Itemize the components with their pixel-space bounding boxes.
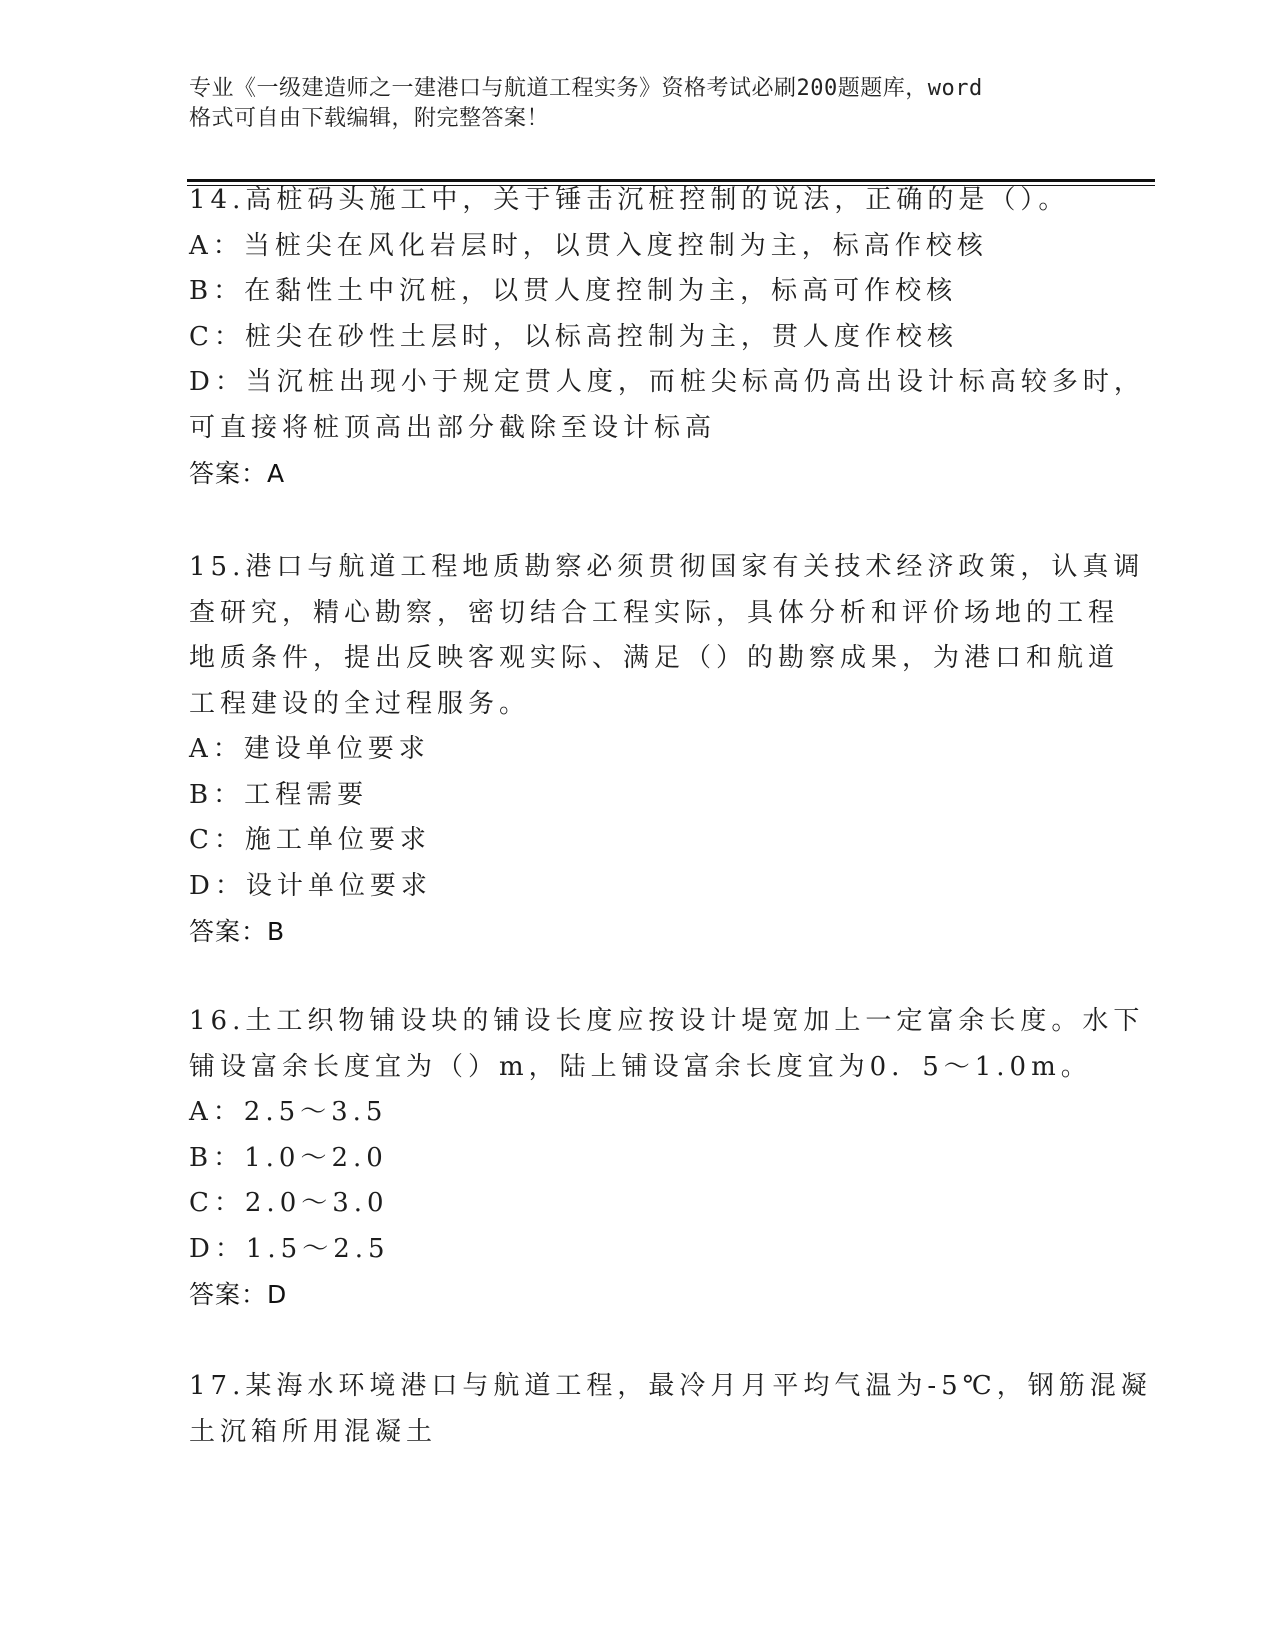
header-line-2: 格式可自由下载编辑，附完整答案！ <box>189 106 550 131</box>
option-a: A：当桩尖在风化岩层时，以贯入度控制为主，标高作校核 <box>189 230 988 261</box>
option-d: D：设计单位要求 <box>189 870 432 901</box>
option-c: C：桩尖在砂性土层时，以标高控制为主，贯人度作校核 <box>189 321 958 352</box>
question-17 <box>189 1364 1152 1455</box>
question-stem-continued: 地质条件，提出反映客观实际、满足（）的勘察成果，为港口和航道 <box>189 643 1120 673</box>
option-c: C：施工单位要求 <box>189 825 431 855</box>
option-c: C：2.0～3.0 <box>189 1188 389 1218</box>
option-a: A：2.5～3.5 <box>189 1097 388 1127</box>
header-line-1: 专业《一级建造师之一建港口与航道工程实务》资格考试必刷200题题库，word <box>189 76 983 101</box>
document-header <box>189 74 1069 134</box>
question-stem-continued: 土沉箱所用混凝土 <box>189 1416 438 1447</box>
answer-label: 答案：A <box>189 459 286 488</box>
option-b: B：1.0～2.0 <box>189 1142 388 1173</box>
option-b: B：在黏性土中沉桩，以贯人度控制为主，标高可作校核 <box>189 276 958 306</box>
question-stem-continued: 查研究，精心勘察，密切结合工程实际，具体分析和评价场地的工程 <box>189 597 1120 628</box>
option-a: A：建设单位要求 <box>189 734 430 764</box>
question-stem: 14.高桩码头施工中，关于锤击沉桩控制的说法，正确的是（）。 <box>189 185 1070 215</box>
option-d-continued: 可直接将桩顶高出部分截除至设计标高 <box>189 412 717 443</box>
option-b: B：工程需要 <box>189 779 369 810</box>
question-stem-continued: 工程建设的全过程服务。 <box>189 688 531 719</box>
question-14 <box>189 178 1145 497</box>
option-d: D：当沉桩出现小于规定贯人度，而桩尖标高仍高出设计标高较多时， <box>189 367 1145 397</box>
option-d: D：1.5～2.5 <box>189 1233 390 1264</box>
question-stem: 17.某海水环境港口与航道工程，最冷月月平均气温为-5℃，钢筋混凝 <box>189 1371 1152 1401</box>
question-stem: 16.土工织物铺设块的铺设长度应按设计堤宽加上一定富余长度。水下 <box>189 1006 1145 1036</box>
question-16 <box>189 999 1145 1318</box>
question-stem-continued: 铺设富余长度宜为（）m，陆上铺设富余长度宜为0．5～1.0m。 <box>189 1051 1092 1082</box>
question-stem: 15.港口与航道工程地质勘察必须贯彻国家有关技术经济政策，认真调 <box>189 552 1145 582</box>
answer-label: 答案：D <box>189 1280 288 1309</box>
answer-label: 答案：B <box>189 917 286 946</box>
question-15 <box>189 545 1145 955</box>
